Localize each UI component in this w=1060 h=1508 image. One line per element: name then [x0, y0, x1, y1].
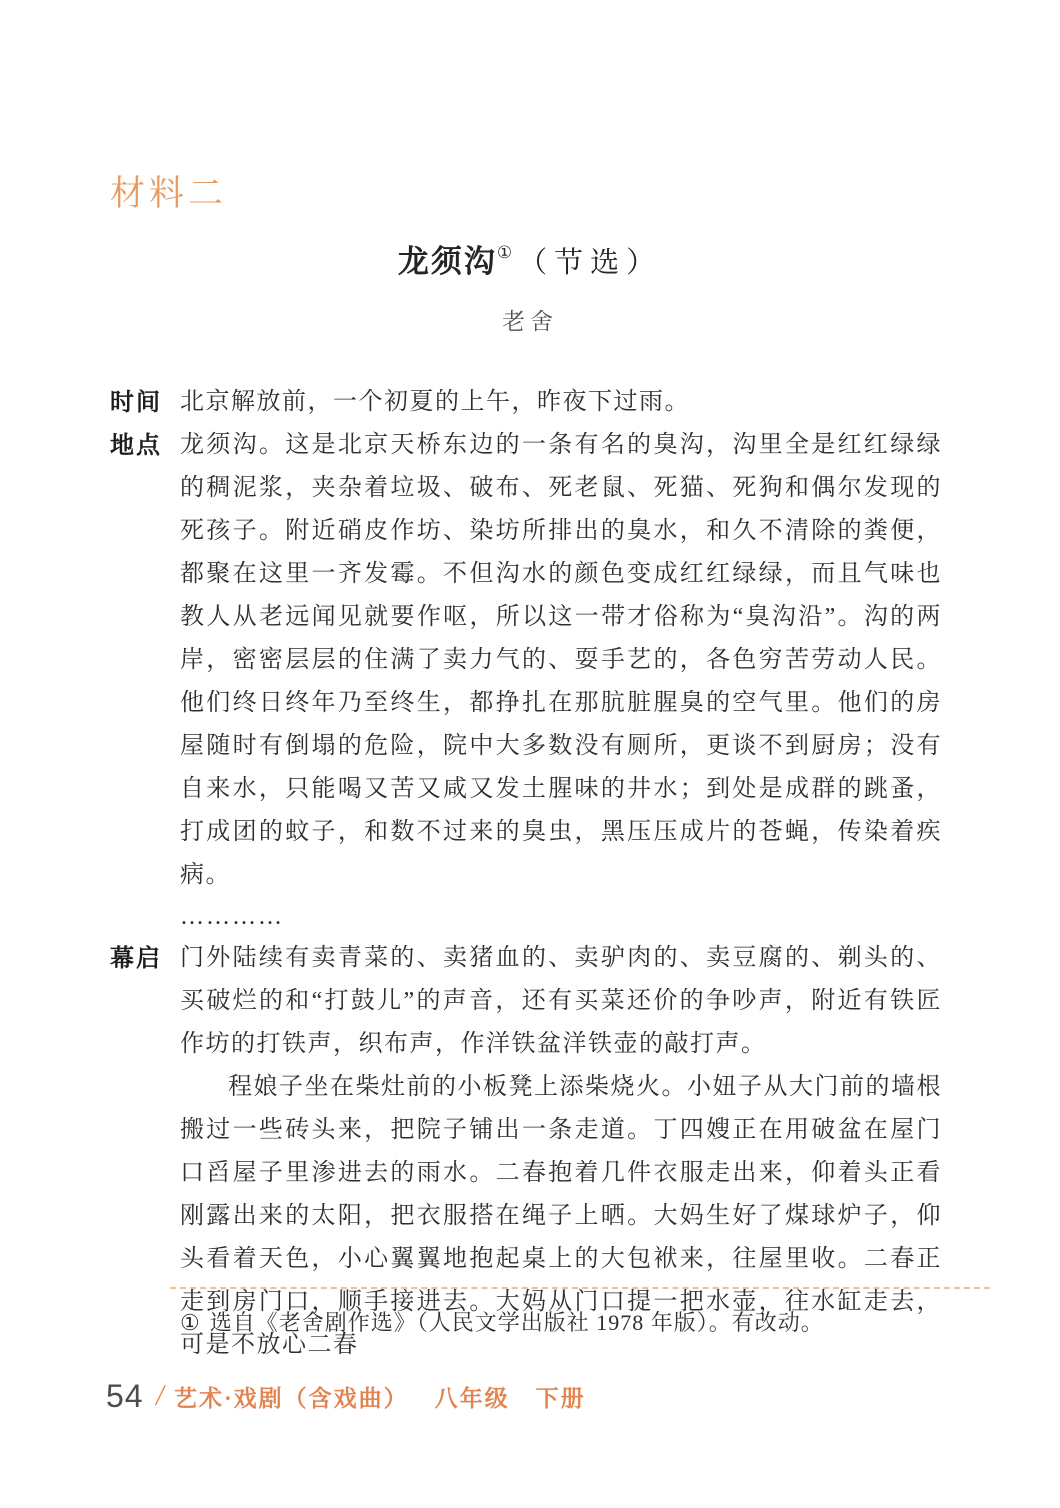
place-paragraph: 龙须沟。这是北京天桥东边的一条有名的臭沟，沟里全是红红绿绿的稠泥浆，夹杂着垃圾、破布、死老鼠、死猫、死狗和偶尔发现的死孩子。附近硝皮作坊、染坊所排出的臭水，和久不清除的粪便，都聚在这里一齐发霉。不但沟水的颜色变成红红绿绿，而且气味也教人从老远闻见就要作呕，所以这一带才俗称为“臭沟沿”。沟的两岸，密密层层的住满了卖力气的、耍手艺的，各色穷苦劳动人民。他们终日终年乃至终生，都挣扎在那肮脏腥臭的空气里。他们的房屋随时有倒塌的危险，院中大多数没有厕所，更谈不到厨房；没有自来水，只能喝又苦又咸又发土腥味的井水；到处是成群的跳蚤，打成团的蚊子，和数不过来的臭虫，黑压压成片的苍蝇，传染着疾病。 [180, 432, 942, 888]
material-section-label: 材料二 [110, 174, 228, 213]
lesson-title [0, 236, 1060, 281]
footnote-divider [170, 1287, 990, 1289]
time-text [180, 381, 942, 424]
footnote [180, 1306, 960, 1340]
footer-grade: 八年级 [434, 1386, 510, 1411]
curtain-label: 幕启 [110, 945, 162, 972]
footer-volume: 下册 [535, 1386, 586, 1411]
omission-ellipsis: ………… [180, 904, 284, 930]
time-label: 时间 [110, 389, 162, 416]
title-footnote-ref: ① [496, 243, 513, 262]
place-text [180, 424, 942, 897]
footer-book-title: 艺术·戏剧（含戏曲） [173, 1386, 409, 1411]
page-footer [106, 1378, 586, 1415]
page-number: 54 [106, 1378, 144, 1414]
place-label: 地点 [110, 432, 162, 459]
script-entry-place [110, 424, 942, 897]
script-entry-time [110, 381, 942, 424]
curtain-paragraph-1: 门外陆续有卖青菜的、卖猪血的、卖驴肉的、卖豆腐的、剃头的、买破烂的和“打鼓儿”的声音，还有买菜还价的争吵声，附近有铁匠作坊的打铁声，织布声，作洋铁盆洋铁壶的敲打声。 [180, 945, 942, 1057]
lesson-title-suffix: （节选） [518, 247, 663, 279]
footnote-marker: ① [180, 1310, 201, 1335]
curtain-paragraph-2: 程娘子坐在柴灶前的小板凳上添柴烧火。小妞子从大门前的墙根搬过一些砖头来，把院子铺出一条走道。丁四嫂正在用破盆在屋门口舀屋子里渗进去的雨水。二春抱着几件衣服走出来，仰着头正看刚露出来的太阳，把衣服搭在绳子上晒。大妈生好了煤球炉子，仰头看着天色，小心翼翼地抱起桌上的大包袱来，往屋里收。二春正走到房门口，顺手接进去。大妈从门口提一把水壶，往水缸走去，可是不放心二春 [180, 1074, 942, 1358]
script-entry-curtain [110, 937, 942, 1367]
author-name: 老舍 [502, 309, 558, 334]
time-paragraph: 北京解放前，一个初夏的上午，昨夜下过雨。 [180, 389, 690, 415]
curtain-text [180, 937, 942, 1367]
script-body [110, 381, 942, 1367]
footer-separator: / [153, 1378, 167, 1412]
lesson-title-main: 龙须沟 [397, 244, 497, 279]
footnote-text: 选自《老舍剧作选》（人民文学出版社 1978 年版）。有改动。 [209, 1310, 824, 1335]
